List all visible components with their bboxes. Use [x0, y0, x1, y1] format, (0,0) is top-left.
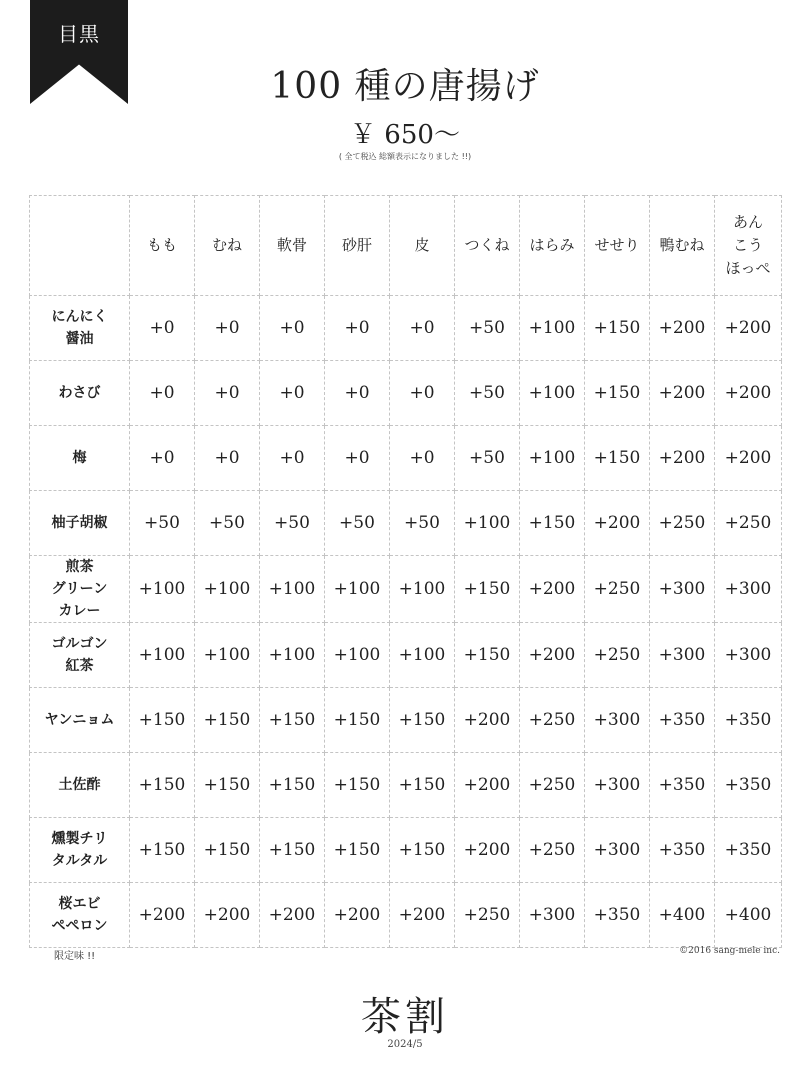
price-cell: +200 — [130, 883, 195, 948]
column-label: せせり — [594, 236, 640, 254]
price-cell: +0 — [390, 426, 455, 491]
price-cell: +50 — [390, 491, 455, 556]
price-cell: +350 — [715, 753, 782, 818]
price-cell: +150 — [325, 688, 390, 753]
column-header — [325, 196, 390, 296]
price-cell: +100 — [130, 556, 195, 623]
table-row — [30, 491, 782, 556]
price-cell: +150 — [260, 688, 325, 753]
price-cell: +150 — [130, 818, 195, 883]
base-price: ￥ 650〜 — [350, 120, 460, 150]
price-cell: +100 — [390, 623, 455, 688]
price-cell: +0 — [390, 361, 455, 426]
price-cell: +200 — [325, 883, 390, 948]
price-cell: +250 — [650, 491, 715, 556]
price-cell: +100 — [520, 296, 585, 361]
table-row — [30, 688, 782, 753]
row-header — [30, 623, 130, 688]
table-row — [30, 361, 782, 426]
price-cell: +200 — [390, 883, 455, 948]
price-cell: +0 — [260, 361, 325, 426]
column-label: むね — [211, 236, 242, 254]
price-cell: +350 — [715, 688, 782, 753]
header-row — [30, 196, 782, 296]
price-cell: +250 — [520, 753, 585, 818]
price-cell: +150 — [455, 556, 520, 623]
price-cell: +250 — [585, 623, 650, 688]
price-cell: +100 — [195, 623, 260, 688]
column-header — [195, 196, 260, 296]
table-row — [30, 818, 782, 883]
price-cell: +150 — [390, 753, 455, 818]
price-cell: +350 — [715, 818, 782, 883]
price-cell: +200 — [715, 426, 782, 491]
price-cell: +300 — [650, 623, 715, 688]
price-cell: +300 — [520, 883, 585, 948]
price-cell: +250 — [520, 688, 585, 753]
column-label: 軟骨 — [276, 236, 307, 254]
row-header — [30, 556, 130, 623]
flavor-label: 柚子胡椒 — [51, 515, 108, 531]
price-cell: +200 — [520, 623, 585, 688]
column-header — [650, 196, 715, 296]
column-header — [715, 196, 782, 296]
price-cell: +0 — [195, 361, 260, 426]
price-cell: +50 — [260, 491, 325, 556]
price-cell: +300 — [585, 753, 650, 818]
price-cell: +150 — [390, 818, 455, 883]
copyright: ©2016 sang-mele inc. — [679, 946, 780, 956]
price-cell: +0 — [195, 426, 260, 491]
flavor-label: ゴルゴン 紅茶 — [51, 636, 108, 674]
flavor-label: 煎茶 グリーン カレー — [51, 559, 108, 619]
price-cell: +250 — [585, 556, 650, 623]
location-label: 目黒 — [58, 22, 100, 46]
menu-date: 2024/5 — [387, 1039, 423, 1050]
price-cell: +100 — [195, 556, 260, 623]
price-cell: +400 — [650, 883, 715, 948]
price-cell: +100 — [520, 361, 585, 426]
price-cell: +150 — [390, 688, 455, 753]
price-cell: +300 — [715, 556, 782, 623]
flavor-label: わさび — [58, 385, 101, 401]
price-cell: +200 — [455, 688, 520, 753]
price-cell: +50 — [455, 361, 520, 426]
row-header — [30, 883, 130, 948]
table-row — [30, 883, 782, 948]
price-cell: +250 — [520, 818, 585, 883]
price-cell: +150 — [260, 818, 325, 883]
price-cell: +50 — [455, 426, 520, 491]
price-table — [29, 195, 782, 948]
row-header — [30, 491, 130, 556]
price-cell: +100 — [260, 556, 325, 623]
row-header — [30, 818, 130, 883]
price-cell: +200 — [195, 883, 260, 948]
price-cell: +0 — [325, 361, 390, 426]
price-cell: +150 — [130, 753, 195, 818]
column-header — [585, 196, 650, 296]
price-cell: +200 — [260, 883, 325, 948]
price-cell: +300 — [585, 688, 650, 753]
price-cell: +50 — [325, 491, 390, 556]
row-header — [30, 688, 130, 753]
price-cell: +400 — [715, 883, 782, 948]
corner-cell — [30, 196, 130, 296]
table-row — [30, 623, 782, 688]
price-cell: +200 — [520, 556, 585, 623]
price-cell: +250 — [455, 883, 520, 948]
price-cell: +200 — [650, 361, 715, 426]
price-cell: +200 — [455, 753, 520, 818]
price-cell: +150 — [325, 818, 390, 883]
flavor-label: 燻製チリ タルタル — [51, 831, 108, 869]
column-label: つくね — [464, 236, 510, 254]
price-cell: +350 — [650, 818, 715, 883]
price-cell: +200 — [455, 818, 520, 883]
row-header — [30, 296, 130, 361]
price-cell: +200 — [715, 296, 782, 361]
price-cell: +150 — [455, 623, 520, 688]
column-header — [260, 196, 325, 296]
price-cell: +150 — [130, 688, 195, 753]
price-cell: +50 — [130, 491, 195, 556]
price-cell: +0 — [130, 426, 195, 491]
column-header — [520, 196, 585, 296]
table-row — [30, 556, 782, 623]
price-cell: +100 — [455, 491, 520, 556]
price-cell: +350 — [650, 753, 715, 818]
price-cell: +0 — [130, 296, 195, 361]
tax-note: ( 全て税込 総額表示になりました !!) — [338, 152, 472, 161]
price-cell: +350 — [585, 883, 650, 948]
column-header — [130, 196, 195, 296]
price-cell: +300 — [650, 556, 715, 623]
price-cell: +150 — [585, 361, 650, 426]
flavor-label: 桜エビ ペペロン — [51, 896, 108, 934]
price-cell: +150 — [195, 688, 260, 753]
price-cell: +0 — [195, 296, 260, 361]
price-cell: +150 — [520, 491, 585, 556]
page-title: 100 種の唐揚げ — [270, 66, 540, 107]
row-header — [30, 426, 130, 491]
price-cell: +150 — [585, 296, 650, 361]
price-cell: +200 — [650, 296, 715, 361]
price-cell: +0 — [325, 296, 390, 361]
column-label: 皮 — [414, 236, 430, 254]
flavor-label: にんにく 醤油 — [51, 309, 108, 347]
table-row — [30, 753, 782, 818]
flavor-label: 梅 — [72, 450, 87, 466]
price-cell: +100 — [325, 623, 390, 688]
table-body — [30, 296, 782, 948]
price-cell: +150 — [195, 753, 260, 818]
price-cell: +150 — [585, 426, 650, 491]
column-label: もも — [146, 236, 177, 254]
price-cell: +150 — [325, 753, 390, 818]
price-cell: +100 — [325, 556, 390, 623]
limited-flavor-note: 限定味 !! — [54, 951, 96, 962]
price-cell: +100 — [390, 556, 455, 623]
column-header — [390, 196, 455, 296]
price-cell: +0 — [390, 296, 455, 361]
column-label: 砂肝 — [341, 236, 372, 254]
row-header — [30, 361, 130, 426]
price-cell: +150 — [260, 753, 325, 818]
price-cell: +200 — [715, 361, 782, 426]
price-cell: +50 — [455, 296, 520, 361]
column-label: あん こう ほっぺ — [725, 213, 771, 277]
flavor-label: ヤンニョム — [44, 712, 115, 728]
brand-logo: 茶割 — [361, 994, 449, 1040]
row-header — [30, 753, 130, 818]
column-label: 鴨むね — [659, 236, 705, 254]
price-cell: +250 — [715, 491, 782, 556]
price-cell: +100 — [130, 623, 195, 688]
price-cell: +300 — [585, 818, 650, 883]
column-header — [455, 196, 520, 296]
price-cell: +200 — [585, 491, 650, 556]
price-cell: +0 — [260, 296, 325, 361]
price-cell: +0 — [130, 361, 195, 426]
price-cell: +50 — [195, 491, 260, 556]
price-cell: +350 — [650, 688, 715, 753]
price-cell: +300 — [715, 623, 782, 688]
table-row — [30, 426, 782, 491]
price-cell: +150 — [195, 818, 260, 883]
price-cell: +0 — [325, 426, 390, 491]
column-label: はらみ — [529, 236, 575, 254]
price-cell: +100 — [260, 623, 325, 688]
flavor-label: 土佐酢 — [58, 777, 101, 793]
price-cell: +0 — [260, 426, 325, 491]
table-row — [30, 296, 782, 361]
price-cell: +100 — [520, 426, 585, 491]
price-cell: +200 — [650, 426, 715, 491]
